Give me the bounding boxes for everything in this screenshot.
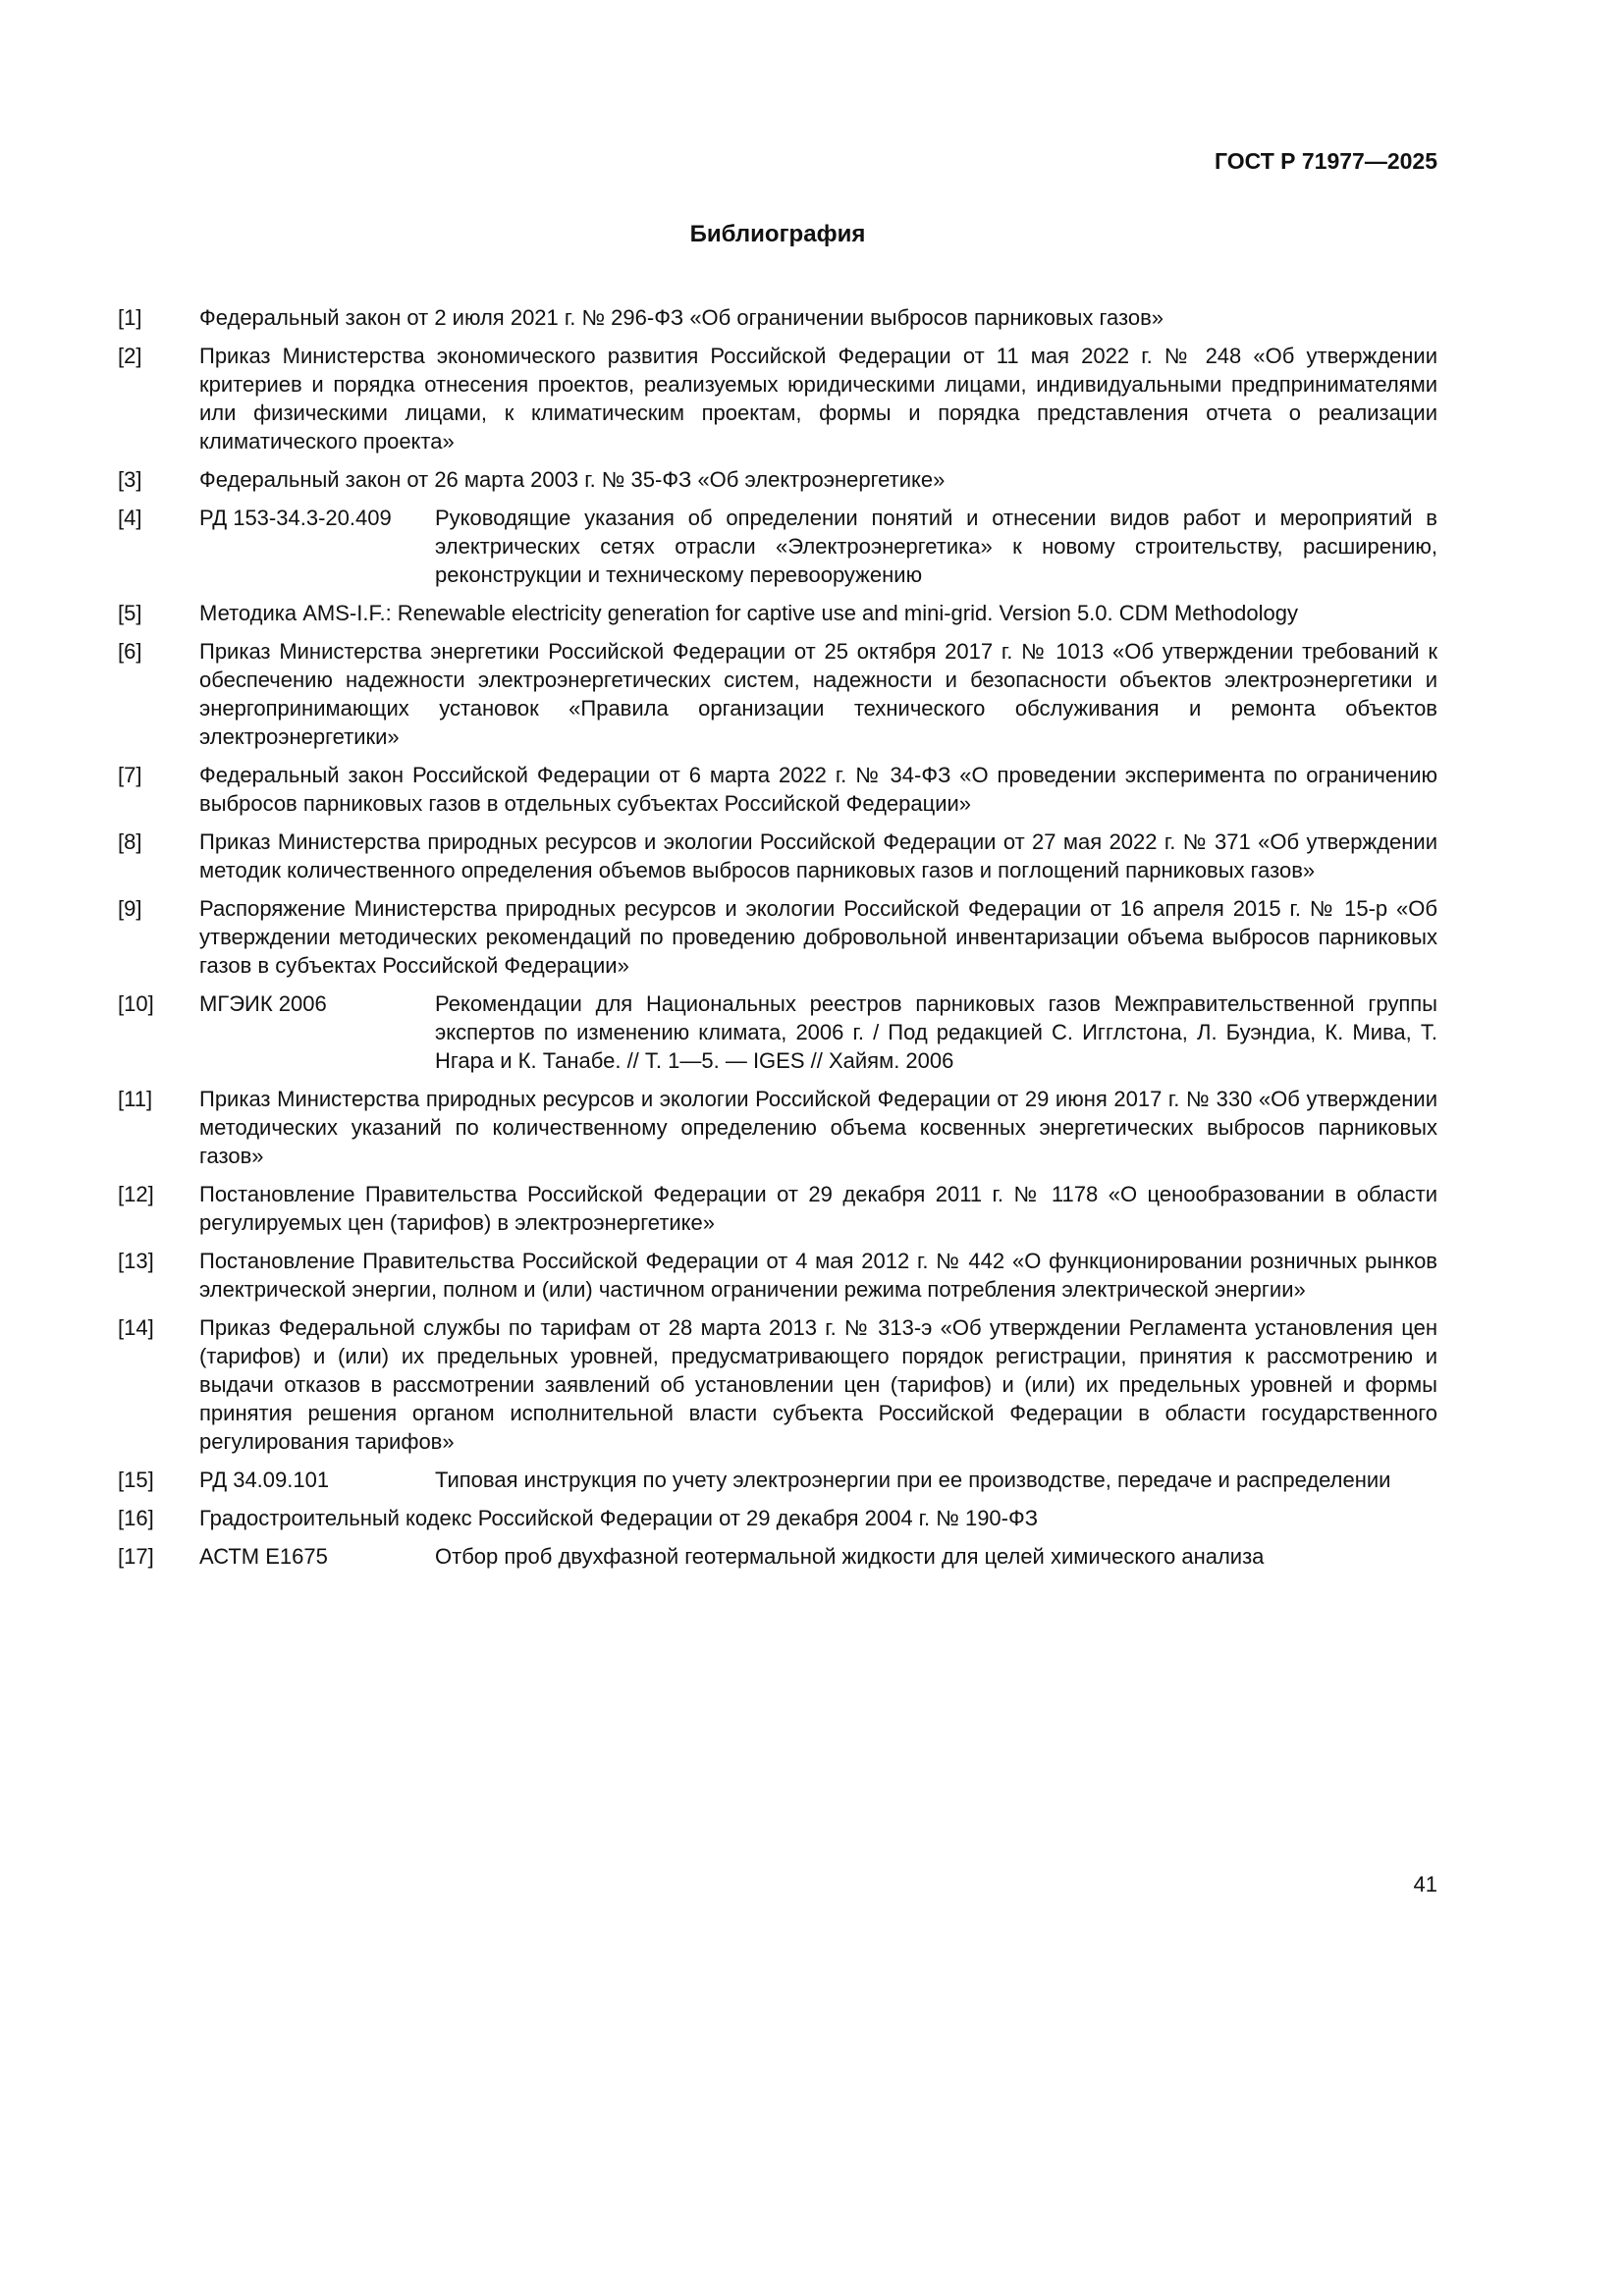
bibliography-entry [118, 894, 1437, 980]
bibliography-entry [118, 1466, 1437, 1494]
entry-text: Приказ Министерства природных ресурсов и экологии Российской Федерации от 27 мая 2022 г. № 371 «Об утверждении методик количественного определения объемов выбросов парниковых газов и поглощений парниковых газов» [199, 829, 1437, 882]
entry-text: Постановление Правительства Российской Федерации от 29 декабря 2011 г. № 1178 «О ценообразовании в области регулируемых цен (тарифов) в электроэнергетике» [199, 1182, 1437, 1235]
entry-document-code: РД 34.09.101 [199, 1468, 330, 1492]
entry-body [199, 989, 1437, 1075]
bibliography-entry [118, 1542, 1437, 1571]
entry-number: [6] [118, 639, 142, 664]
page-number: 41 [1413, 1872, 1437, 1896]
entry-body [199, 342, 1437, 455]
entry-number: [8] [118, 829, 142, 854]
entry-text: Градостроительный кодекс Российской Федерации от 29 декабря 2004 г. № 190-ФЗ [199, 1506, 1039, 1530]
section-title: Библиография [689, 221, 866, 247]
entry-body [199, 828, 1437, 884]
entry-body [199, 1180, 1437, 1237]
entry-number: [7] [118, 763, 142, 787]
entry-number: [10] [118, 991, 154, 1016]
bibliography-entry [118, 599, 1437, 627]
entry-number: [14] [118, 1315, 154, 1340]
entry-body [199, 1247, 1437, 1304]
bibliography-entry [118, 761, 1437, 818]
entry-body [199, 761, 1437, 818]
document-code-header: ГОСТ Р 71977—2025 [1215, 148, 1437, 174]
entry-number: [4] [118, 506, 142, 530]
entry-text: Методика AMS-I.F.: Renewable electricity generation for captive use and mini-grid. Version 5.0. CDM Methodology [199, 601, 1298, 625]
bibliography-entry [118, 1180, 1437, 1237]
bibliography-entry [118, 303, 1437, 332]
entry-body [199, 504, 1437, 589]
entry-body [199, 1085, 1437, 1170]
entry-text: Постановление Правительства Российской Федерации от 4 мая 2012 г. № 442 «О функционировании розничных рынков электрической энергии, полном и (или) частичном ограничении режима потребления электрической энергии» [199, 1249, 1437, 1302]
entry-text: Приказ Федеральной службы по тарифам от 28 марта 2013 г. № 313-э «Об утверждении Регламента установления цен (тарифов) и (или) их предельных уровней, предусматривающего порядок регистрации, принятия к рассмотрению и выдачи отказов в рассмотрении заявлений об установлении цен (тарифов) и (или) их предельных уровней и формы принятия решения органом исполнительной власти субъекта Российской Федерации в области государственного регулирования тарифов» [199, 1315, 1437, 1454]
entry-number: [13] [118, 1249, 154, 1273]
bibliography-entry [118, 465, 1437, 494]
entry-number: [16] [118, 1506, 154, 1530]
entry-text: Приказ Министерства экономического развития Российской Федерации от 11 мая 2022 г. № 248 «Об утверждении критериев и порядка отнесения проектов, реализуемых юридическими лицами, индивидуальными предпринимателями или физическими лицами, к климатическим проектам, формы и порядка представления отчета о реализации климатического проекта» [199, 344, 1437, 454]
entry-body [199, 637, 1437, 751]
entry-number: [2] [118, 344, 142, 368]
entry-body [199, 1466, 1437, 1494]
bibliography-entry [118, 1085, 1437, 1170]
entry-number: [15] [118, 1468, 154, 1492]
entry-number: [11] [118, 1087, 153, 1111]
entry-text: Федеральный закон от 2 июля 2021 г. № 296-ФЗ «Об ограничении выбросов парниковых газов» [199, 305, 1164, 330]
entry-body [199, 894, 1437, 980]
entry-body [199, 303, 1437, 332]
bibliography-entry [118, 637, 1437, 751]
entry-number: [3] [118, 467, 142, 492]
entry-text: Отбор проб двухфазной геотермальной жидкости для целей химического анализа [435, 1544, 1265, 1569]
entry-number: [9] [118, 896, 142, 921]
entry-text: Рекомендации для Национальных реестров парниковых газов Межправительственной группы экспертов по изменению климата, 2006 г. / Под редакцией С. Игглстона, Л. Буэндиа, К. Мива, Т. Нгара и К. Танабе. // Т. 1—5. — IGES // Хайям. 2006 [435, 991, 1437, 1073]
entry-text: Типовая инструкция по учету электроэнергии при ее производстве, передаче и распределении [435, 1468, 1391, 1492]
entry-text: Руководящие указания об определении понятий и отнесении видов работ и мероприятий в электрических сетях отрасли «Электроэнергетика» к новому строительству, расширению, реконструкции и техническому перевооружению [435, 506, 1437, 587]
entry-document-code: РД 153-34.3-20.409 [199, 506, 392, 530]
entry-body [199, 599, 1437, 627]
entry-body [199, 1504, 1437, 1532]
bibliography-entry [118, 1313, 1437, 1456]
bibliography-entry [118, 1247, 1437, 1304]
bibliography-entry [118, 989, 1437, 1075]
entry-body [199, 1313, 1437, 1456]
bibliography-entry [118, 828, 1437, 884]
bibliography-entry [118, 1504, 1437, 1532]
bibliography-entry [118, 342, 1437, 455]
entry-text: Приказ Министерства природных ресурсов и экологии Российской Федерации от 29 июня 2017 г. № 330 «Об утверждении методических указаний по количественному определению объема косвенных энергетических выбросов парниковых газов» [199, 1087, 1437, 1168]
entry-body [199, 465, 1437, 494]
entry-text: Приказ Министерства энергетики Российской Федерации от 25 октября 2017 г. № 1013 «Об утверждении требований к обеспечению надежности электроэнергетических систем, надежности и безопасности объектов электроэнергетики и энергопринимающих установок «Правила организации технического обслуживания и ремонта объектов электроэнергетики» [199, 639, 1437, 749]
bibliography-entry [118, 504, 1437, 589]
entry-number: [5] [118, 601, 142, 625]
entry-text: Распоряжение Министерства природных ресурсов и экологии Российской Федерации от 16 апреля 2015 г. № 15-р «Об утверждении методических рекомендаций по проведению добровольной инвентаризации объема выбросов парниковых газов в субъектах Российской Федерации» [199, 896, 1437, 978]
bibliography-list [118, 303, 1437, 1571]
entry-number: [1] [118, 305, 142, 330]
entry-body [199, 1542, 1437, 1571]
entry-document-code: АСТМ Е1675 [199, 1544, 328, 1569]
entry-number: [17] [118, 1544, 154, 1569]
entry-number: [12] [118, 1182, 154, 1206]
entry-document-code: МГЭИК 2006 [199, 991, 327, 1016]
entry-text: Федеральный закон Российской Федерации от 6 марта 2022 г. № 34-ФЗ «О проведении эксперимента по ограничению выбросов парниковых газов в отдельных субъектах Российской Федерации» [199, 763, 1437, 816]
entry-text: Федеральный закон от 26 марта 2003 г. № 35-ФЗ «Об электроэнергетике» [199, 467, 946, 492]
